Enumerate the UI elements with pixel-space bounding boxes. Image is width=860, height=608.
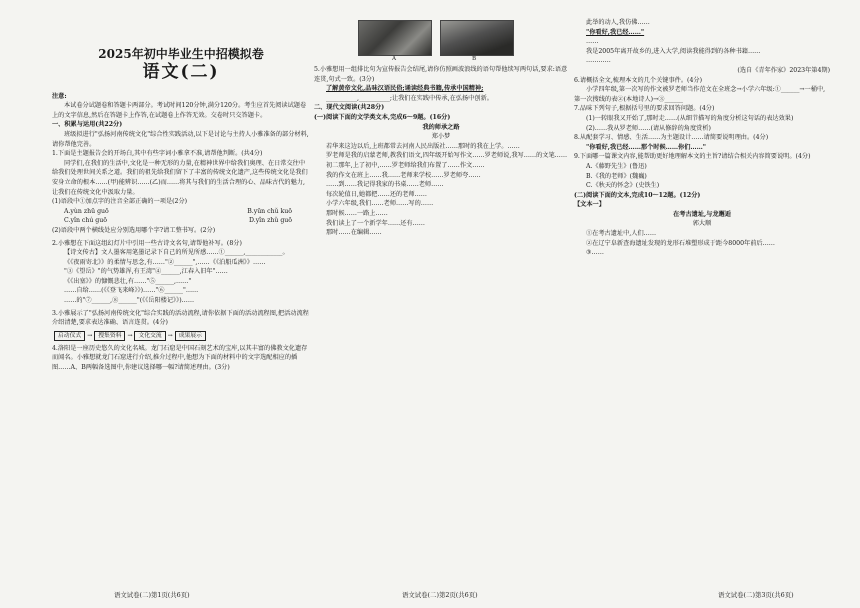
question-2-line: ……自给……(《《登飞来峰》》)……"⑥______"……	[64, 287, 199, 295]
text-1-paragraph: ②在辽宁阜新查海遗址发现的龙形石堆塑形成于距今8000年前后……	[586, 239, 775, 247]
notice-text: 本试卷分试题卷和答题卡两部分。考试时间120分钟,满分120分。考生应首先阅读试题卷上的文字信息,然后在答题卡上作答,在试题卷上作答无效。交卷时只交答题卡。	[52, 102, 307, 119]
reading-1-label: (一)阅读下面的文学类文本,完成6～9题。(16分)	[314, 113, 451, 121]
option-b: B.yūn chǔ kuō	[247, 207, 292, 215]
arrow-right-icon: →	[167, 332, 173, 340]
text-1-label: 【文本一】	[574, 201, 605, 209]
arrow-right-icon: →	[127, 332, 133, 340]
story-paragraph: 罗老师是我的启蒙老师,教我们语文,四年级开始写作文……罗老师说,我写……的文笔……	[326, 152, 568, 160]
text-1-paragraph: ③……	[586, 249, 604, 257]
page-1-footer: 语文试卷(二)第1页(共6页)	[114, 591, 190, 599]
question-1: 1.下面是主题报告会的开场白,其中有些字词小雅拿不准,请帮他判断。(共4分)	[52, 150, 263, 158]
photo-b	[440, 20, 514, 56]
story-paragraph: 每次轮值日,她都把……还的老师……	[326, 190, 427, 198]
question-2-line: 【诗文传古】文人墨客用笔墨记录下自己的所见所感……①______,____________。	[64, 249, 289, 257]
photo-labels	[358, 56, 568, 63]
reading-2-label: (二)阅读下面的文本,完成10～12题。(12分)	[574, 191, 701, 199]
section-2-heading: 二、现代文阅读(共28分)	[314, 104, 385, 112]
story-paragraph: ……到……我记得我家的书桌……老师……	[326, 181, 444, 189]
story-continued: …………	[586, 57, 611, 65]
question-7-part-2: (2)……我从罗老师……(请从修辞的角度赏析)	[586, 124, 711, 132]
flow-step: 成果展示	[175, 331, 206, 341]
question-2: 2.小雅想在下面这组幻灯片中引用一些古诗文名句,请帮他补写。(8分)	[52, 239, 242, 247]
story-continued: ……	[586, 38, 599, 46]
exam-subject: 语文(二)	[142, 62, 220, 82]
text-1-author: 郭大顺	[692, 220, 712, 228]
question-7: 7.品味下列句子,根据括号里的要求回答问题。(4分)	[574, 105, 715, 113]
question-7-part-1: (1)一转眼我又开始了,那时走……(从细节描写的角度分析这句话的表达效果)	[586, 114, 794, 122]
question-1-part-1: (1)语段中①加点字的注音全部正确的一项是(2分)	[52, 198, 188, 206]
story-paragraph: 那时……在编辑……	[326, 229, 382, 237]
exam-title: 2025年初中毕业生中招模拟卷	[98, 47, 264, 61]
question-1-part-2: (2)语段中两个横线处应分别选用哪个字?请工整书写。(2分)	[52, 226, 216, 234]
section-1-heading: 一、积累与运用(共22分)	[52, 121, 123, 129]
photo-options	[358, 20, 568, 56]
question-2-line: "③《望岳》"的气势雄浑,有王湾"④______,江春入旧年"……	[64, 268, 228, 276]
story-paragraph: 我们读上了一个新学年……还有……	[326, 219, 425, 227]
story-paragraph: 我的作文在班上……我……老师来学校……罗老师夸……	[326, 171, 481, 179]
option-d: D.yǐn zhǔ guō	[248, 217, 292, 225]
photo-label-a: A	[391, 56, 397, 62]
question-1-passage: 同学们,在我们的生活中,文化是一种无形的力量,在精神世界中给我们奥理、在日常交往中给我们处理世间关系之道。我们的祖先给我们留下了丰富的传统文化遗产,这些传统文化是我们安身立命的根本……(甲)能辨识……(乙)而……将其与我们的生活合理的心、品味古代的魅力,让我们在传统文化中汲取力量。	[52, 159, 308, 196]
story-paragraph: 若华来这边以后,上班都常去河南人民出版社……那时的我在上学。……	[326, 142, 520, 150]
story-continued: 我是2005年离开故乡的,进入大学,阅读我能得到的各种书籍……	[586, 47, 761, 55]
flow-step: 文化交流	[134, 331, 165, 341]
page-2-column	[314, 18, 568, 238]
story-paragraph: 初二那年,上了初中,……罗老师给我们布置了……作文……	[326, 161, 485, 169]
story-paragraph: 那时候……一路上……	[326, 209, 388, 217]
question-6-chain: 小学四年级,第一次写的作文被罗老师当作范文在全班念→小学六年级:①______→一桶中,第一次搜线的表②(本地诗人)→③______	[574, 86, 826, 103]
page-2-footer: 语文试卷(二)第2页(共6页)	[402, 591, 478, 599]
activity-intro: 班级拟进行"弘扬河南传统文化"综合性实践活动,以下是讨论与主持人小雅准备的部分材料,请你帮他完善。	[52, 130, 309, 148]
question-2-line: 《《夜雨寄北》》的柔情与思念,有……"②______",……《《泊船瓜洲》》……	[64, 258, 266, 266]
page-3-column	[574, 18, 830, 258]
question-4: 4.洛阳是一座历史悠久的文化名城。龙门石窟是中国石刻艺术的宝库,以其丰富的佛教文化遗存而闻名。小雅想就龙门石窟进行介绍,推介过程中,他想为下面的材料中的文字选配相应的插图……A、B两幅备选图中,你建议选择哪一幅?请简述理由。(3分)	[52, 344, 308, 372]
notice-label: 注意:	[52, 92, 67, 100]
story-continued: 此举的动人,我仿佛……	[586, 19, 650, 26]
question-5: 5.小雅想用一组排比句为宣传报告会结尾,请你仿照画波浪线的语句帮他续写两句话,要求:语意连贯,句式一致。(3分)	[314, 66, 568, 83]
option-c: C.yǐn chú guō	[64, 217, 107, 225]
question-3: 3.小雅展示了"弘扬河南传统文化"综合实践的活动流程,请你依据下面的活动流程图,把活动流程介绍清楚,要求表达准确、语言连贯。(4分)	[52, 309, 309, 327]
question-8-quote: "你看好,我已经……那个时候……你们……"	[586, 143, 706, 151]
story-paragraph: 小学六年级,我们……老师……写的……	[326, 200, 434, 208]
question-9-option: B.《我的老师》(魏巍)	[586, 172, 647, 180]
page-1-column	[52, 18, 310, 373]
flow-step: 启动仪式	[54, 331, 85, 341]
arrow-right-icon: →	[87, 332, 93, 340]
question-2-line: ……的"⑦______,⑧______"(《《岳阳楼记》》)……	[64, 297, 195, 305]
photo-label-b: B	[471, 56, 477, 62]
question-9-option: A.《藤野先生》(鲁迅)	[586, 162, 647, 170]
question-8: 8.从配套学习、情感、生活……为主题设计……请简要说明理由。(4分)	[574, 134, 769, 142]
question-5-blank: __________,__________;让我们在实践中传承,在弘扬中创新。	[326, 94, 493, 102]
option-a: A.yùn zhū guō	[64, 207, 109, 215]
question-9: 9.下面哪一篇课文内容,能帮助更好地理解本文的主旨?请结合相关内容简要说明。(4分)	[574, 153, 811, 161]
flow-step: 搜集资料	[94, 331, 125, 341]
text-1-title: 在考古遗址,与龙邂逅	[673, 210, 731, 218]
question-1-options-row-1	[52, 207, 310, 217]
page-3-footer: 语文试卷(二)第3页(共6页)	[718, 591, 794, 599]
question-9-option: C.《秋天的怀念》(史铁生)	[586, 182, 660, 190]
question-2-line: 《《出塞》》的慷慨悲壮,有……"⑤______,……"	[64, 277, 192, 285]
text-1-paragraph: ①在考古遗址中,人们……	[586, 230, 657, 238]
question-5-example: 了解黄帝文化,品味汉语民俗;诵读经典书籍,传承中国精神;	[326, 85, 484, 93]
photo-a	[358, 20, 432, 56]
activity-flowchart	[54, 331, 310, 341]
story-author: 郑小梦	[431, 133, 451, 141]
story-continued: "你看好,我已经……"	[586, 28, 645, 36]
question-6: 6.请概括全文,梳理本文的几个关键事件。(4分)	[574, 76, 703, 84]
story-source: (选自《青年作家》2023年第4期)	[737, 66, 830, 74]
question-1-options-row-2	[52, 216, 310, 226]
story-title: 我的师承之路	[422, 123, 460, 131]
